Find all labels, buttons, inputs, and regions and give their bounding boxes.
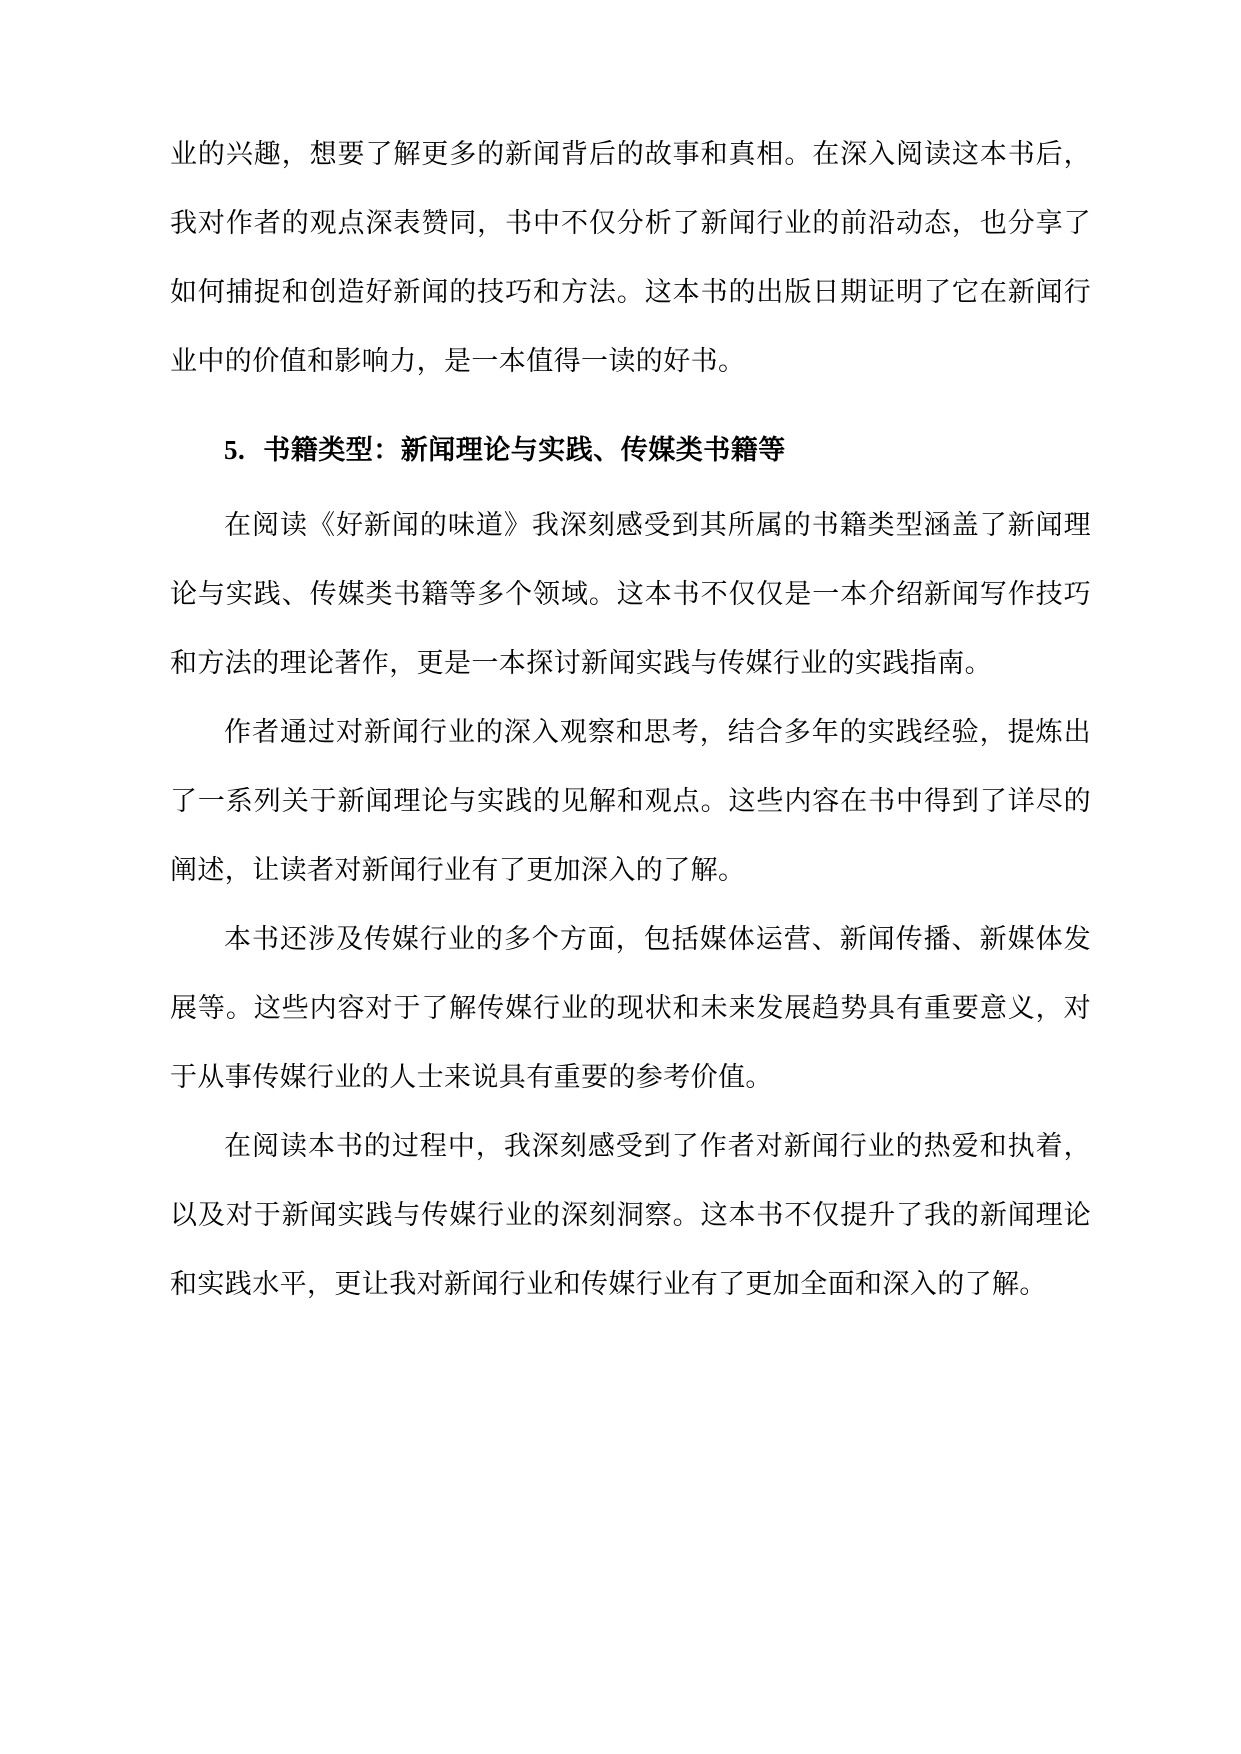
paragraph-media-industry: 本书还涉及传媒行业的多个方面，包括媒体运营、新闻传播、新媒体发展等。这些内容对于了解传媒行业的现状和未来发展趋势具有重要意义，对于从事传媒行业的人士来说具有重要的参考价值。 (170, 924, 1091, 1092)
section-heading-5 (170, 416, 1091, 485)
paragraph-book-type-overview: 在阅读《好新闻的味道》我深刻感受到其所属的书籍类型涵盖了新闻理论与实践、传媒类书籍等多个领域。这本书不仅仅是一本介绍新闻写作技巧和方法的理论著作，更是一本探讨新闻实践与传媒行业的实践指南。 (170, 510, 1091, 678)
document-body (170, 120, 1091, 1319)
paragraph-continuation: 业的兴趣，想要了解更多的新闻背后的故事和真相。在深入阅读这本书后，我对作者的观点深表赞同，书中不仅分析了新闻行业的前沿动态，也分享了如何捕捉和创造好新闻的技巧和方法。这本书的出版日期证明了它在新闻行业中的价值和影响力，是一本值得一读的好书。 (170, 139, 1091, 376)
paragraph-author-insight: 作者通过对新闻行业的深入观察和思考，结合多年的实践经验，提炼出了一系列关于新闻理论与实践的见解和观点。这些内容在书中得到了详尽的阐述，让读者对新闻行业有了更加深入的了解。 (170, 717, 1091, 885)
paragraph-reading-reflection: 在阅读本书的过程中，我深刻感受到了作者对新闻行业的热爱和执着，以及对于新闻实践与传媒行业的深刻洞察。这本书不仅提升了我的新闻理论和实践水平，更让我对新闻行业和传媒行业有了更加全面和深入的了解。 (170, 1131, 1091, 1299)
section-heading-text: 书籍类型：新闻理论与实践、传媒类书籍等 (263, 435, 786, 465)
section-heading-number: 5. (224, 435, 246, 465)
